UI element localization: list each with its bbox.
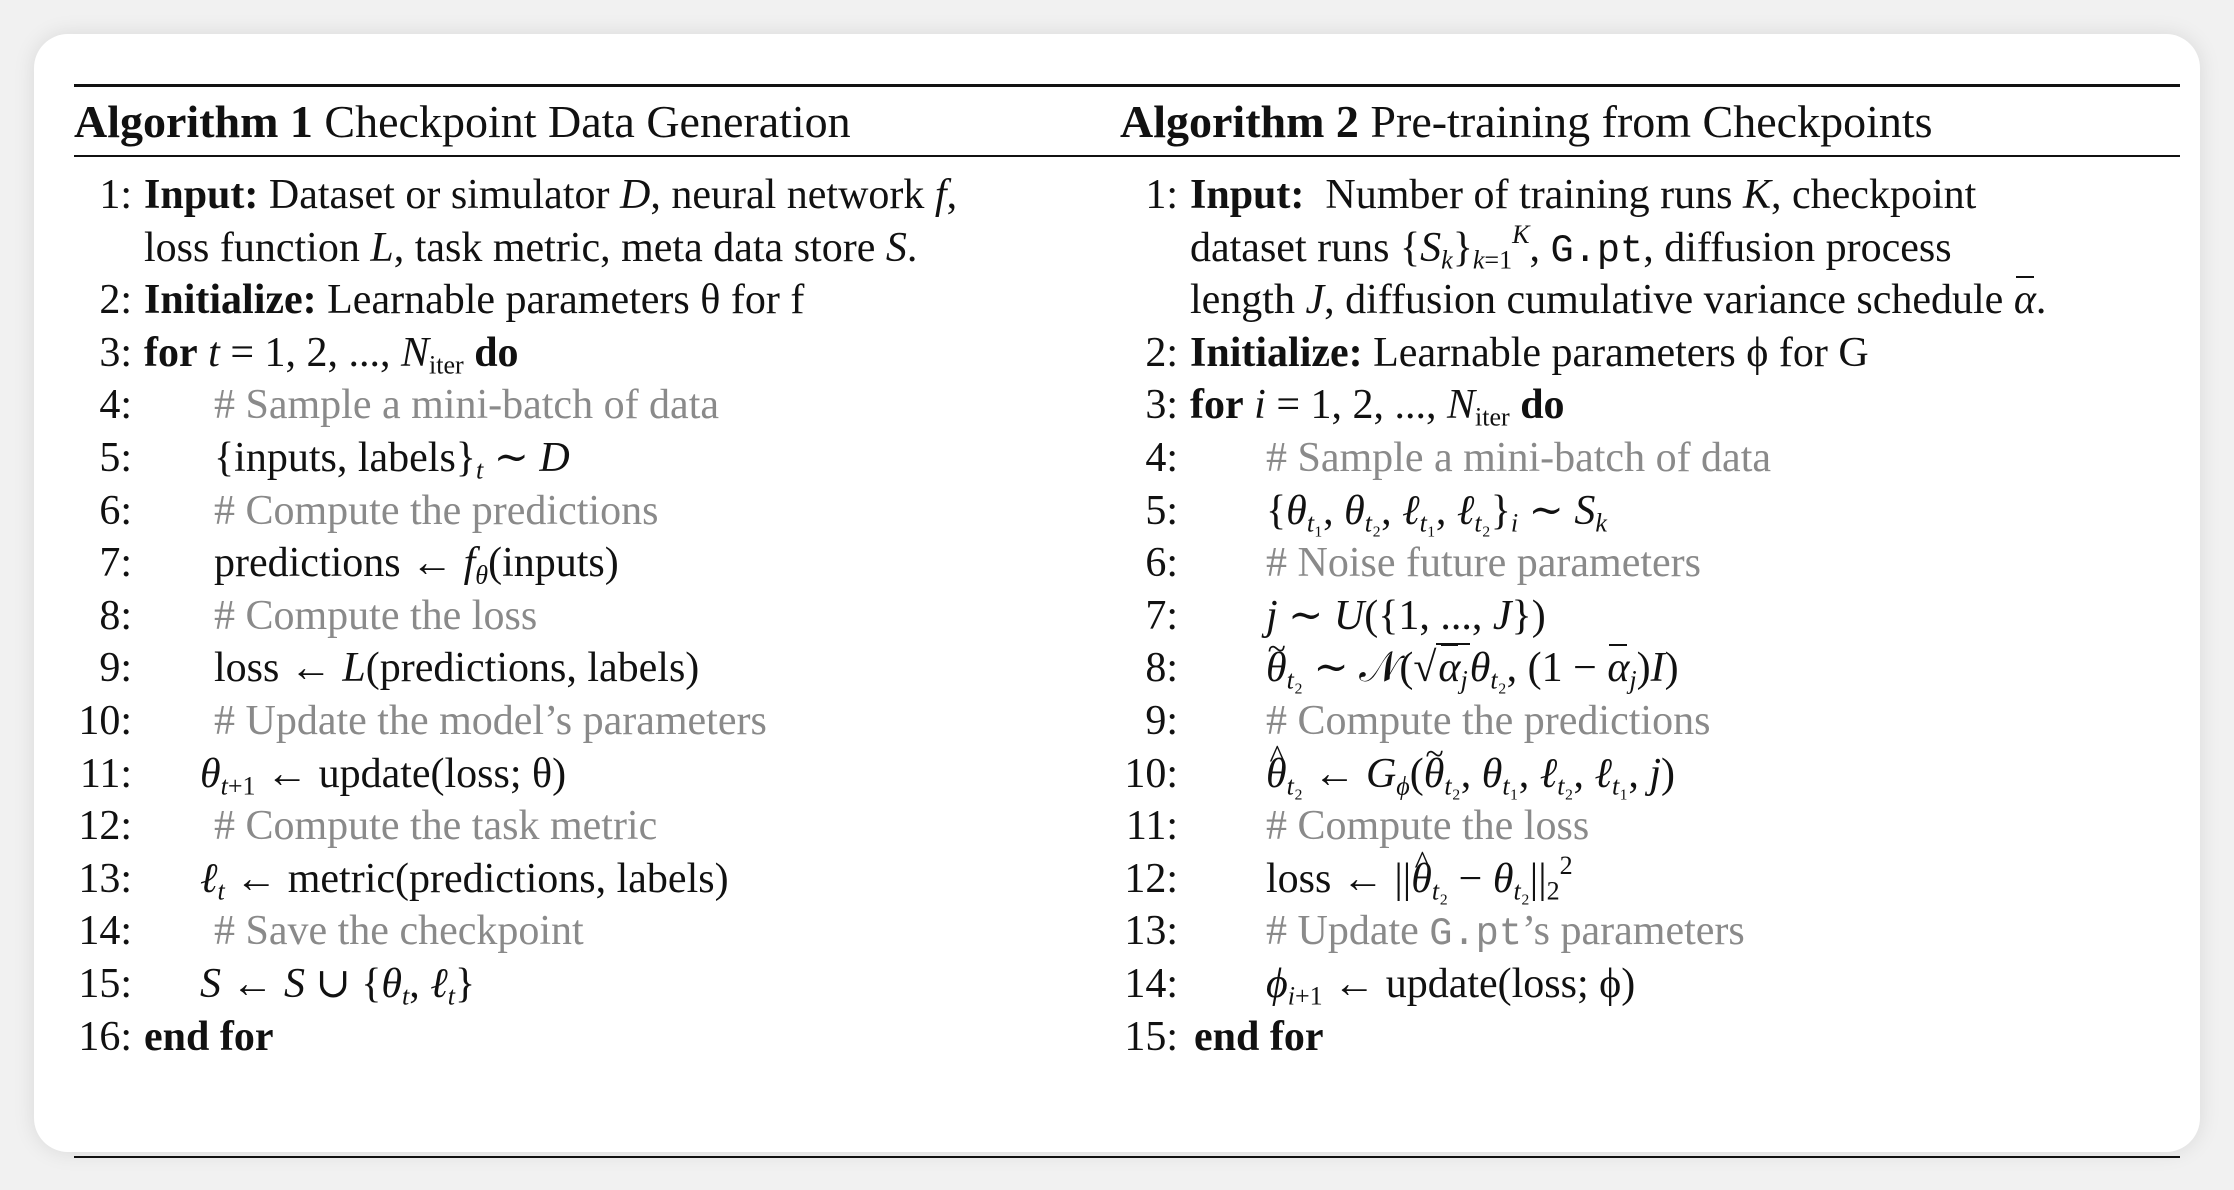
line-15: 15: S ← S ∪ {$\theta_t$, ℓ$_t$} <box>78 960 476 1011</box>
line-11: 11: # Compute the loss <box>1125 803 1590 850</box>
line-1-cont: dataset runs $\{S_k\}_{k=1}^K$, G.pt, diffusion process <box>1190 219 1952 274</box>
line-8: 8: ~ $\theta_{t_2}$ ∼ $𝒩(√\alpha_j\theta_{t_2}$, $(1 - \alpha_j)I$) <box>1120 642 2180 695</box>
algorithm-lines <box>74 157 1134 1063</box>
line-10: 10: # Update the model’s parameters <box>78 697 767 744</box>
line-7: 7: j ∼ U({1, ..., J}) <box>1145 592 1546 639</box>
line-9: 9: # Compute the predictions <box>1145 697 1711 744</box>
line-11: 11: $\theta_{t+1}$ ← update(loss; θ) <box>79 750 567 800</box>
line-8: 8: # Compute the loss <box>99 592 538 639</box>
line-1-cont: loss function L, task metric, meta data store S. <box>144 224 918 271</box>
line-13: 13: # Update G.pt’s parameters <box>1124 908 1745 957</box>
algorithm-caption: Algorithm 2 Pre-training from Checkpoints <box>1120 96 1933 147</box>
line-4: 4: # Sample a mini-batch of data <box>1145 434 1772 481</box>
line-13: 13: ℓ$_t$ ← metric(predictions, labels) <box>78 855 729 905</box>
algorithm-lines <box>1120 157 2180 1063</box>
line-6: 6: # Noise future parameters <box>1145 540 1701 587</box>
line-12: 12: loss ← ||^ $\theta_{t_2} - \theta_{t_2}||_2^2$ <box>1120 853 2180 906</box>
algorithm-caption: Algorithm 1 Checkpoint Data Generation <box>74 96 851 147</box>
line-3: 3: for t = 1, 2, ..., $N_{iter}$ do <box>99 329 519 380</box>
line-1: 1: Input: Number of training runs K, checkpoint <box>1145 172 1977 218</box>
algorithm-2 <box>1120 84 2180 1063</box>
line-3: 3: for i = 1, 2, ..., $N_{iter}$ do <box>1145 382 1565 432</box>
line-9: 9: loss ← L(predictions, labels) <box>99 645 700 692</box>
line-14: 14: # Save the checkpoint <box>78 908 584 955</box>
line-12: 12: # Compute the task metric <box>78 803 658 850</box>
line-7: 7: predictions ← $f_\theta(inputs)$ <box>99 540 619 590</box>
line-2: 2: Initialize: Learnable parameters ϕ for G <box>1145 329 1869 376</box>
algorithms-card <box>34 34 2200 1152</box>
line-5: 5: {$\theta_{t_1}$, $\theta_{t_2}$, ℓ$_{t_1}$, $\ell_{t_2}\}_i$ ∼ $S_k$ <box>1145 487 1607 537</box>
line-10: 10: ^ $\theta_{t_2}$ ← $G_\phi(\sim$ $\theta_{t_2}$, $\theta_{t_1}$, ℓ$_{t_2}$, ℓ$_{t_1}$, j) <box>1120 748 2180 801</box>
line-2: 2: Initialize: Learnable parameters θ for f <box>99 277 805 324</box>
bottom-rule <box>1120 1156 2180 1158</box>
line-14: 14: $\phi_{i+1}$ ← update(loss; ϕ) <box>1124 960 1636 1011</box>
line-6: 6: # Compute the predictions <box>99 487 659 534</box>
line-16: 16: end for <box>78 1013 274 1060</box>
algorithm-title: Pre-training from Checkpoints <box>1370 96 1933 147</box>
line-4: 4: # Sample a mini-batch of data <box>99 382 720 429</box>
line-1-cont2: length J, diffusion cumulative variance schedule α. <box>1120 274 2180 327</box>
algorithm-title: Checkpoint Data Generation <box>324 96 851 147</box>
line-5: 5: {inputs, $labels\}_t$ ∼ D <box>99 434 570 485</box>
line-15: 15: end for <box>1124 1013 1324 1060</box>
bottom-rule <box>74 1156 1134 1158</box>
algorithm-1 <box>74 84 1134 1063</box>
line-1: 1: Input: Dataset or simulator D, neural network f, <box>99 172 958 218</box>
